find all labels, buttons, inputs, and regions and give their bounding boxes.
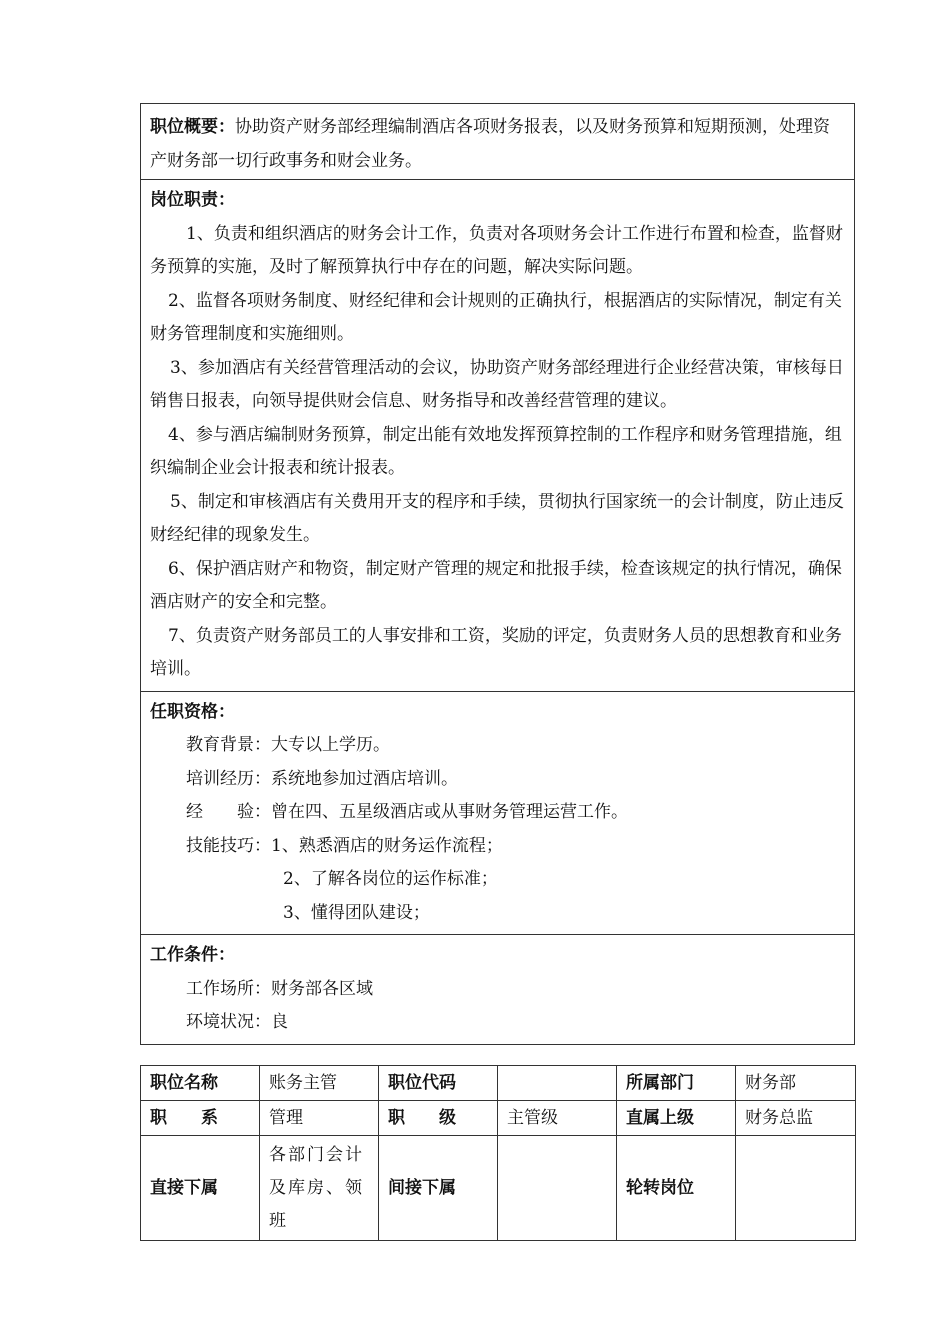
indirect-subordinate-value [498,1136,617,1241]
job-level-label: 职 级 [379,1101,498,1136]
duty-item: 2、监督各项财务制度、财经纪律和会计规则的正确执行，根据酒店的实际情况，制定有关财务管理制度和实施细则。 [150,290,842,344]
skills-label: 技能技巧： [186,835,271,856]
position-name-value: 账务主管 [260,1066,379,1101]
conditions-row [141,935,855,1045]
duty-item: 1、负责和组织酒店的财务会计工作，负责对各项财务会计工作进行布置和检查，监督财务预算的实施，及时了解预算执行中存在的问题，解决实际问题。 [150,223,843,277]
duty-item: 6、保护酒店财产和物资，制定财产管理的规定和批报手续，检查该规定的执行情况，确保酒店财产的安全和完整。 [150,558,842,612]
position-code-value [498,1066,617,1101]
job-description-table [140,103,855,1045]
info-row [141,1066,856,1101]
skills-line [150,830,845,864]
direct-subordinate-value: 各部门会计及库房、领班 [260,1136,379,1241]
position-name-label: 职位名称 [141,1066,260,1101]
duties-label: 岗位职责： [150,190,235,210]
direct-superior-value: 财务总监 [736,1101,856,1136]
education-text: 教育背景：大专以上学历。 [186,735,390,755]
qualifications-cell [141,692,854,935]
conditions-cell [141,935,854,1044]
department-label: 所属部门 [617,1066,736,1101]
indirect-subordinate-label: 间接下属 [379,1136,498,1241]
summary-label: 职位概要： [150,117,235,137]
position-info-table [140,1065,856,1241]
direct-superior-label: 直属上级 [617,1101,736,1136]
duties-cell [141,180,854,691]
training-text: 培训经历：系统地参加过酒店培训。 [186,768,458,789]
experience-text: 曾在四、五星级酒店或从事财务管理运营工作。 [271,802,628,822]
rotation-position-label: 轮转岗位 [617,1136,736,1241]
info-row [141,1136,856,1241]
duties-row [141,180,855,692]
qualifications-row [141,691,855,935]
job-system-value: 管理 [260,1101,379,1136]
job-level-value: 主管级 [498,1101,617,1136]
department-value: 财务部 [736,1066,856,1101]
job-system-label: 职 系 [141,1101,260,1136]
duty-item: 4、参与酒店编制财务预算，制定出能有效地发挥预算控制的工作程序和财务管理措施，组织编制企业会计报表和统计报表。 [150,424,842,478]
summary-text: 协助资产财务部经理编制酒店各项财务报表，以及财务预算和短期预测，处理资产财务部一切行政事务和财会业务。 [150,117,830,171]
skill-item: 1、熟悉酒店的财务运作流程； [271,835,503,856]
duty-item: 3、参加酒店有关经营管理活动的会议，协助资产财务部经理进行企业经营决策，审核每日销售日报表，向领导提供财会信息、财务指导和改善经营管理的建议。 [150,357,844,411]
environment-text: 环境状况：良 [186,1012,288,1032]
work-place-text: 工作场所：财务部各区域 [186,978,373,999]
direct-subordinate-label: 直接下属 [141,1136,260,1241]
summary-row [141,104,855,180]
experience-line [150,796,845,830]
position-code-label: 职位代码 [379,1066,498,1101]
skill-item: 3、懂得团队建设； [283,902,430,923]
experience-label: 经 验： [186,802,271,822]
info-row [141,1101,856,1136]
duty-item: 5、制定和审核酒店有关费用开支的程序和手续，贯彻执行国家统一的会计制度，防止违反财经纪律的现象发生。 [150,491,844,545]
rotation-position-value [736,1136,856,1241]
summary-cell [141,104,854,179]
skill-item: 2、了解各岗位的运作标准； [283,869,498,889]
qualifications-label: 任职资格： [150,701,235,722]
duty-item: 7、负责资产财务部员工的人事安排和工资，奖励的评定，负责财务人员的思想教育和业务培训。 [150,625,842,679]
conditions-label: 工作条件： [150,945,235,965]
